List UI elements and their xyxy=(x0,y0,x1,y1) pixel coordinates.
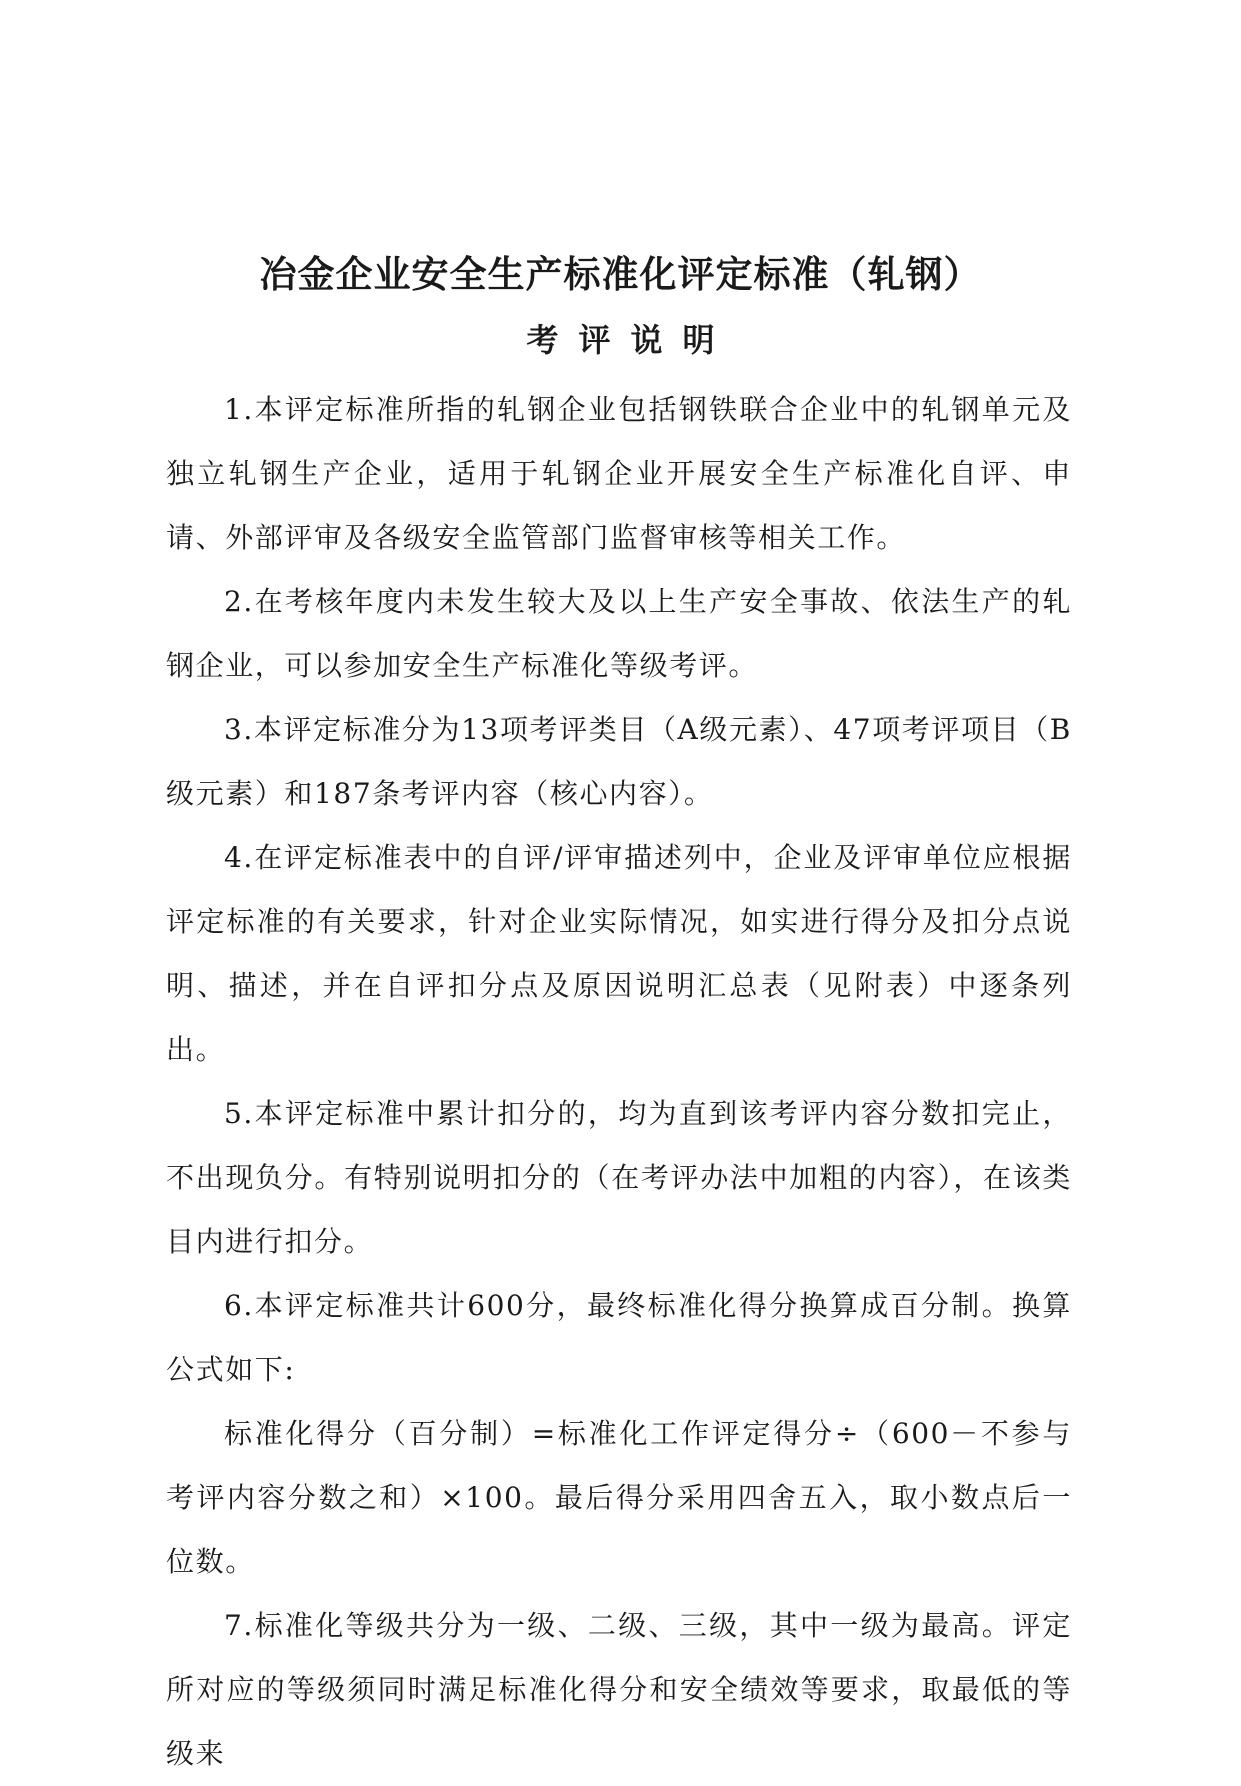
paragraph-3: 3.本评定标准分为13项考评类目（A级元素）、47项考评项目（B级元素）和187条考评内容（核心内容）。 xyxy=(166,713,1072,810)
paragraph-5: 5.本评定标准中累计扣分的，均为直到该考评内容分数扣完止，不出现负分。有特别说明扣分的（在考评办法中加粗的内容），在该类目内进行扣分。 xyxy=(166,1097,1072,1258)
paragraph-6: 6.本评定标准共计600分，最终标准化得分换算成百分制。换算公式如下: xyxy=(166,1289,1072,1386)
paragraph-7: 7.标准化等级共分为一级、二级、三级，其中一级为最高。评定所对应的等级须同时满足标准化得分和安全绩效等要求，取最低的等级来 xyxy=(166,1609,1072,1770)
paragraph-4: 4.在评定标准表中的自评/评审描述列中，企业及评审单位应根据评定标准的有关要求，针对企业实际情况，如实进行得分及扣分点说明、描述，并在自评扣分点及原因说明汇总表（见附表）中逐条列出。 xyxy=(166,841,1072,1066)
paragraph-formula: 标准化得分（百分制）=标准化工作评定得分÷（600－不参与考评内容分数之和）×100。最后得分采用四舍五入，取小数点后一位数。 xyxy=(166,1417,1072,1578)
document-body xyxy=(166,378,1072,1786)
document-title: 冶金企业安全生产标准化评定标准（轧钢） xyxy=(259,253,982,296)
paragraph-1: 1.本评定标准所指的轧钢企业包括钢铁联合企业中的轧钢单元及独立轧钢生产企业，适用于轧钢企业开展安全生产标准化自评、申请、外部评审及各级安全监管部门监督审核等相关工作。 xyxy=(166,393,1072,554)
document-subtitle: 考评说明 xyxy=(526,321,735,359)
paragraph-2: 2.在考核年度内未发生较大及以上生产安全事故、依法生产的轧钢企业，可以参加安全生产标准化等级考评。 xyxy=(166,585,1072,682)
